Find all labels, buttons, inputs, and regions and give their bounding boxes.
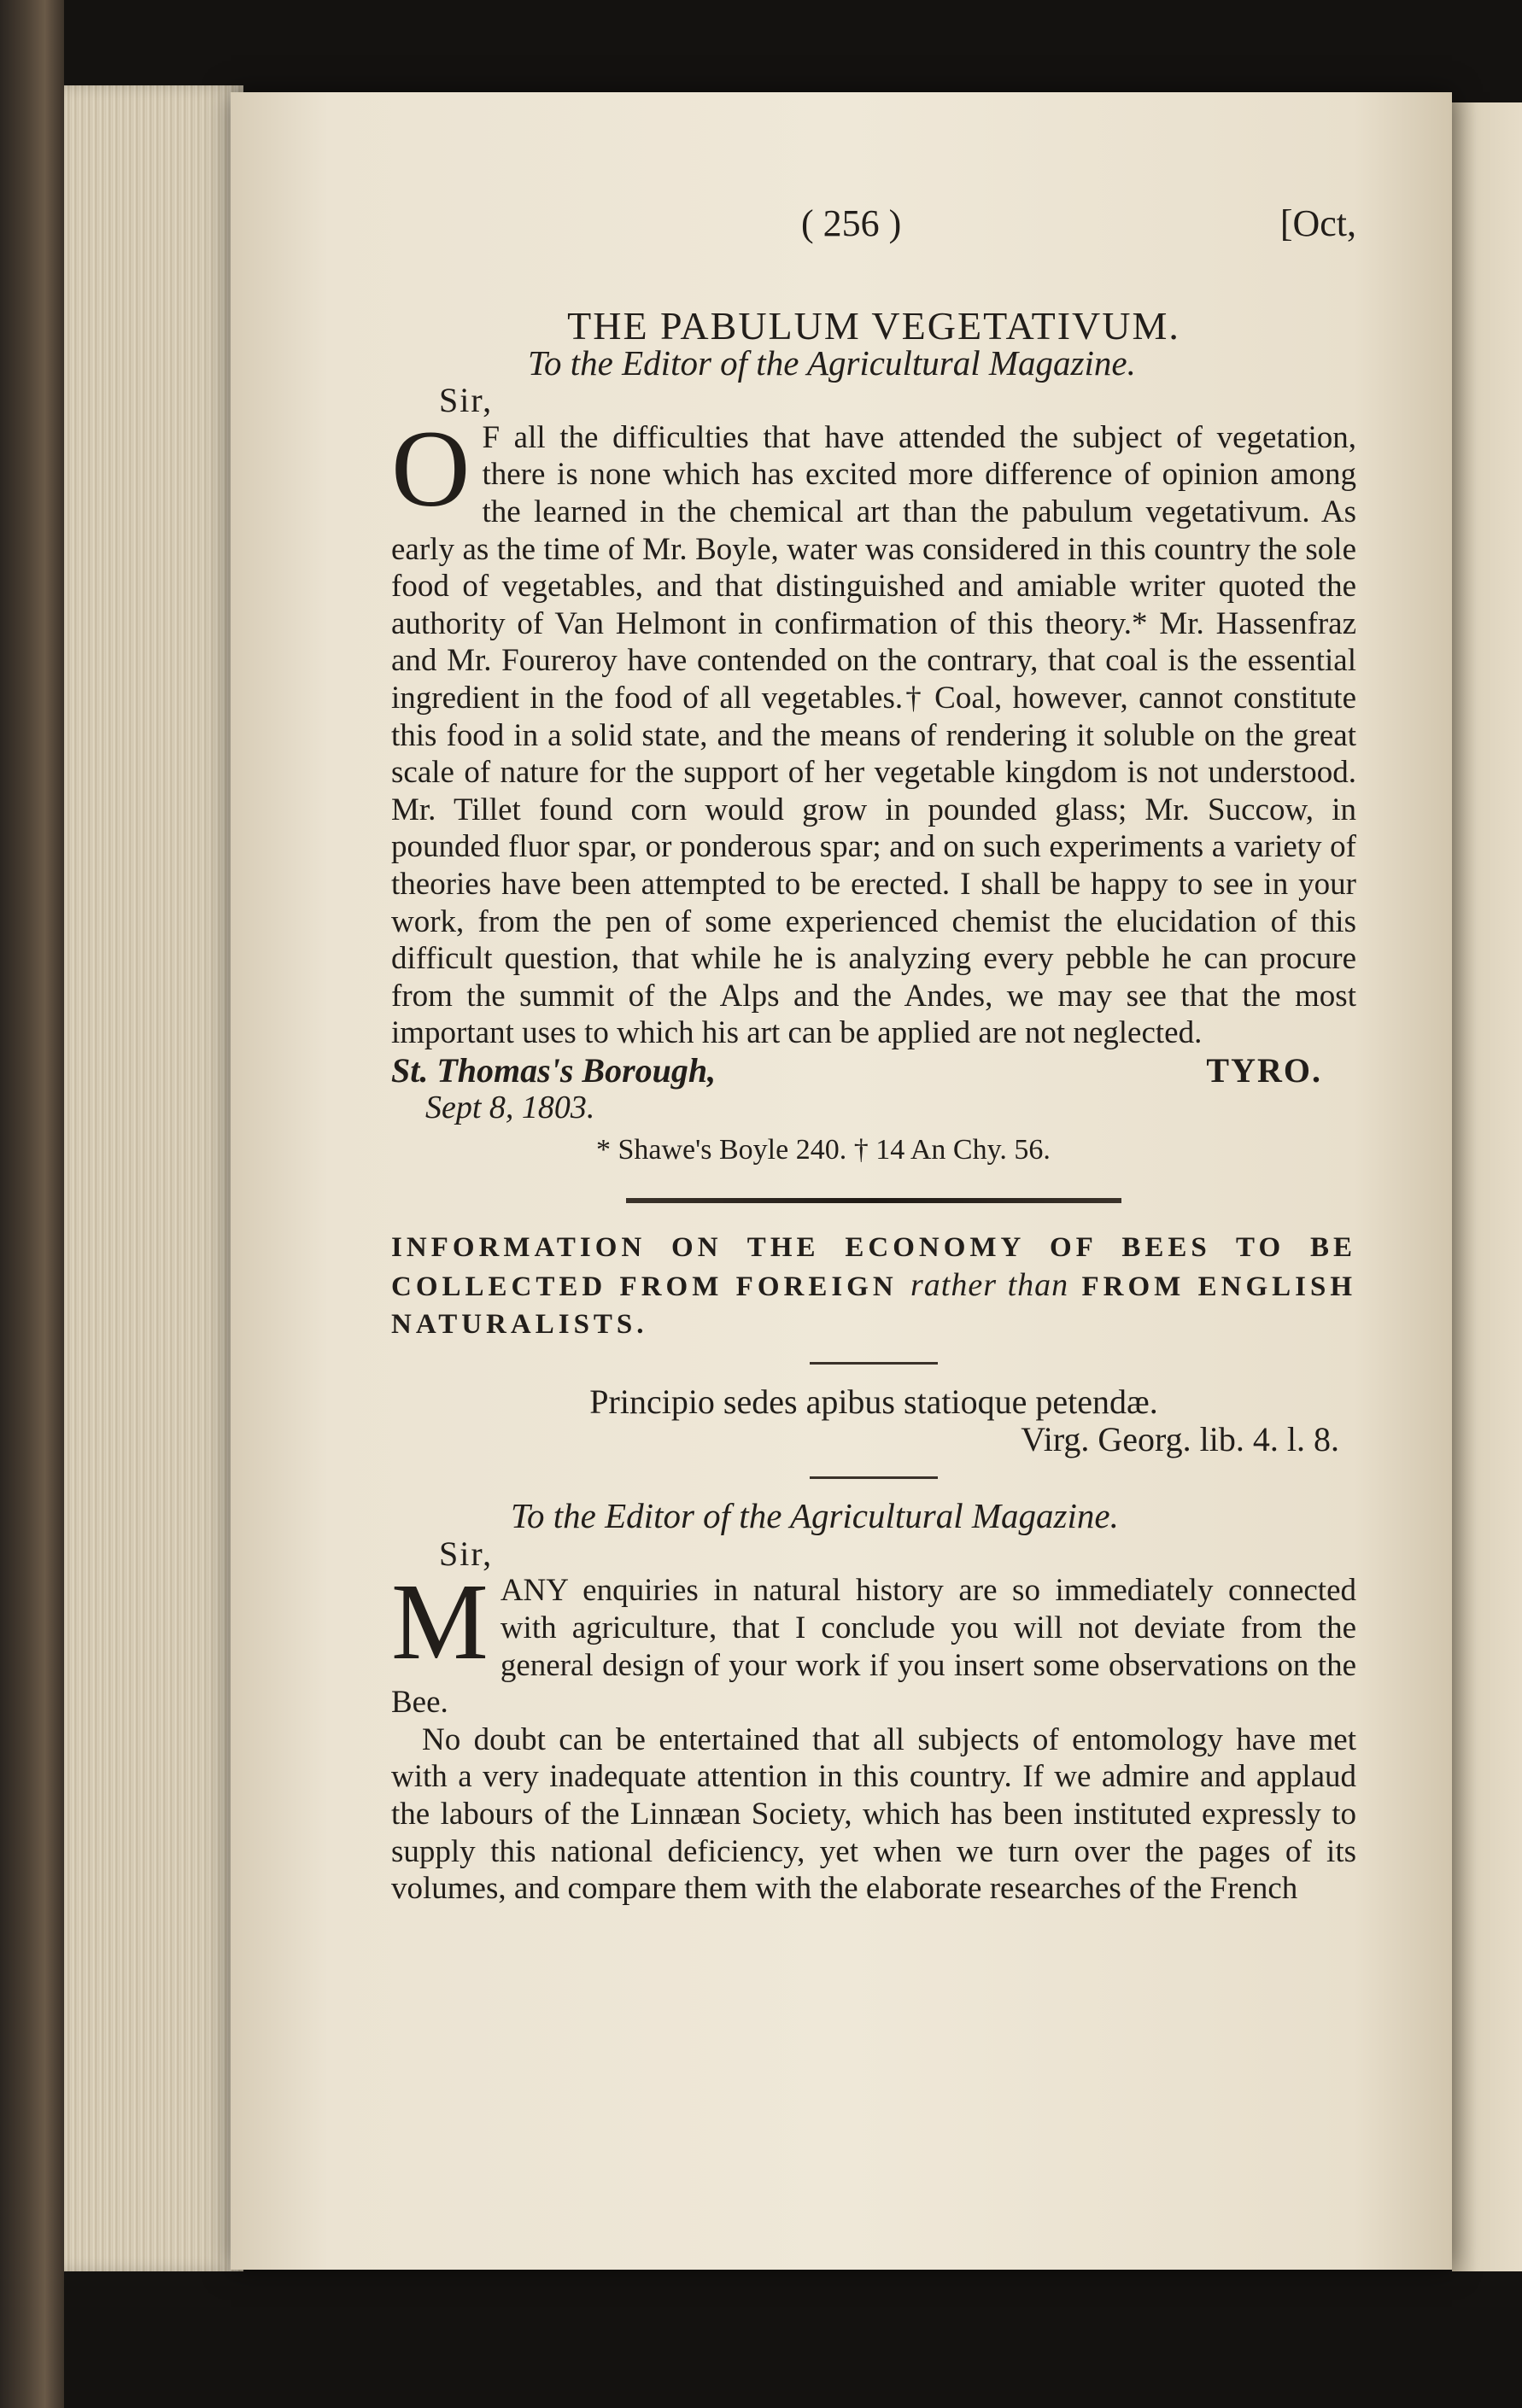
sender-place: St. Thomas's Borough, [391,1050,717,1090]
salutation-2: Sir, [439,1534,494,1573]
latin-motto: Principio sedes apibus statioque petendæ. [589,1382,1158,1422]
signature: TYRO. [1206,1050,1322,1090]
signature-row [391,1052,1356,1090]
drop-cap-2: M [391,1561,489,1683]
title-italic: rather than [910,1267,1069,1304]
running-head: [Oct, [1279,202,1356,244]
article-body-2 [391,1561,1356,1721]
body-text-2: ANY enquiries in natural history are so immediately connected with agriculture, that I conclude you will not deviate from the general design of your work if you insert some observations on the Bee. [391,1573,1356,1721]
section-divider [626,1198,1121,1203]
letter-date: Sept 8, 1803. [425,1089,595,1125]
short-divider-2 [810,1476,938,1479]
book-spine [0,0,64,2408]
title-part-1: INFORMATION ON THE ECONOMY OF BEES TO BE COLLECTED FROM FOREIGN [391,1232,1356,1303]
short-divider [810,1362,938,1365]
page-number: ( 256 ) [801,202,902,244]
drop-cap: O [391,407,471,529]
article-title-2 [391,1229,1356,1343]
body-text: F all the difficulties that have attended the subject of vegetation, there is none which has excited more difference of opinion among the learned in the chemical art than the pabulum vegetativum. As early as the time of Mr. Boyle, water was considered in this country the sole food of vegetables, and that distinguished and amiable writer quoted the authority of Van Helmont in confirmation of this theory.* Mr. Hassenfraz and Mr. Foureroy have contended on the contrary, that coal is the essential ingredient in the food of all vegetables.† Coal, however, cannot constitute this food in a solid state, and the means of rendering it soluble on the great scale of nature for the support of her vegetable kingdom is not understood. Mr. Tillet found corn would grow in pounded glass; Mr. Succow, in pounded fluor spar, or ponderous spar; and on such experiments a variety of theories have been attempted to be erected. I shall be happy to see in your work, from the pen of some experienced chemist the elucidation of this difficult question, that while he is analyzing every pebble he can procure from the summit of the Alps and the Andes, we may see that the most important uses to which his art can be applied are not neglected. [391,419,1356,1051]
page-edges [64,85,243,2271]
title-part-2: FROM ENGLISH NATURALISTS. [391,1271,1356,1341]
article-paragraph-2: No doubt can be entertained that all subjects of entomology have met with a very inadequate attention in this country. If we admire and applaud the labours of the Linnæan Society, which has been instituted expressly to supply this national deficiency, yet when we turn over the pages of its volumes, and compare them with the elaborate researches of the French [391,1721,1356,1907]
article-body [391,407,1356,1052]
editor-address: To the Editor of the Agricultural Magazine. [528,342,1136,383]
page-header [391,202,1356,256]
footnote: * Shawe's Boyle 240. † 14 An Chy. 56. [596,1134,1051,1166]
motto-source: Virg. Georg. lib. 4. l. 8. [1021,1419,1339,1458]
editor-address-2: To the Editor of the Agricultural Magazine. [511,1496,1119,1536]
article-title: THE PABULUM VEGETATIVUM. [567,304,1180,348]
page-text [391,202,1356,1908]
facing-page [1452,102,1522,2271]
salutation: Sir, [439,381,494,420]
